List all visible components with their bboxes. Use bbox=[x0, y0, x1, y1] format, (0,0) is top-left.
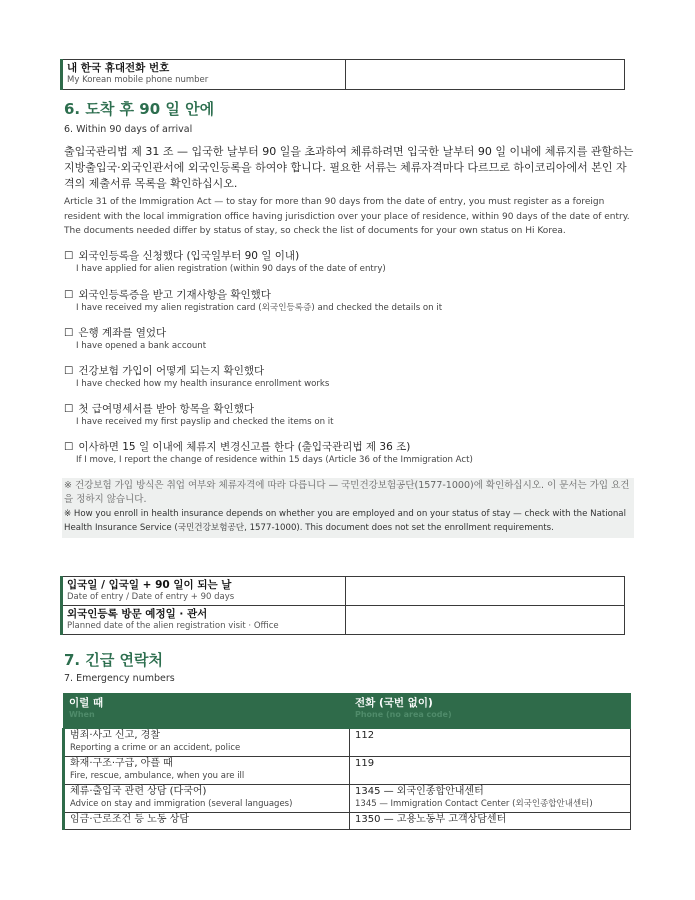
section-7-title: 7. 긴급 연락처 bbox=[64, 651, 164, 669]
entry-date-label-ko: 입국일 / 입국일 + 90 일이 되는 날 bbox=[67, 579, 232, 591]
checklist-item-label-ko: 이사하면 15 일 이내에 체류지 변경신고를 한다 (출입국관리법 제 36 조) bbox=[78, 441, 411, 453]
entry-date-label-en: Date of entry / Date of entry + 90 days bbox=[67, 592, 235, 602]
checklist-item[interactable] bbox=[64, 440, 644, 466]
checkbox-icon[interactable]: ☐ bbox=[64, 365, 74, 377]
phone-number: 1350 — 고용노동부 고객상담센터 bbox=[355, 814, 507, 825]
phone-number-table bbox=[60, 59, 625, 90]
checklist-item-label-en: I have opened a bank account bbox=[76, 341, 207, 351]
checklist-item-label-en: If I move, I report the change of residence within 15 days (Article 36 of the Immigration Act) bbox=[76, 455, 473, 465]
health-insurance-note bbox=[62, 478, 634, 538]
phone-number: 1345 — 외국인종합안내센터 bbox=[355, 786, 484, 797]
column-header-when bbox=[64, 694, 350, 729]
checklist-item-label-ko: 은행 계좌를 열었다 bbox=[78, 327, 167, 339]
checklist-item[interactable] bbox=[64, 288, 644, 314]
note-text-ko: ※ 건강보험 가입 방식은 취업 여부와 체류자격에 따라 다릅니다 — 국민건강보험공단(1577-1000)에 확인하십시오. 이 문서는 가입 요건을 정하지 않습니다. bbox=[64, 480, 630, 505]
checklist-item-label-en: I have checked how my health insurance enrollment works bbox=[76, 379, 330, 389]
section-6-intro-en: Article 31 of the Immigration Act — to stay for more than 90 days from the date of entry, you must register as a foreign resident with the local immigration office having jurisdiction over your place of residence, within 90 days of the date of entry. The documents needed differ by status of stay, so check the list of documents for your own status on Hi Korea. bbox=[64, 197, 630, 236]
checklist-item-label-en: I have received my alien registration card (외국인등록증) and checked the details on it bbox=[76, 303, 443, 313]
checkbox-icon[interactable]: ☐ bbox=[64, 250, 74, 262]
section-6-intro-ko: 출입국관리법 제 31 조 — 입국한 날부터 90 일을 초과하여 체류하려면 입국한 날부터 90 일 이내에 체류지를 관할하는 지방출입국·외국인관서에 외국인등록을 하여야 합니다. 필요한 서류는 체류자격마다 다르므로 하이코리아에서 본인 자격의 제출서류 목록을 확인하십시오. bbox=[64, 145, 634, 190]
column-header-phone bbox=[350, 694, 631, 729]
phone-number: 112 bbox=[355, 730, 375, 741]
table-row bbox=[64, 729, 631, 757]
when-en: Reporting a crime or an accident, police bbox=[70, 742, 241, 753]
registration-visit-label-ko: 외국인등록 방문 예정일 · 관서 bbox=[67, 608, 208, 620]
checklist-item[interactable] bbox=[64, 364, 644, 390]
registration-visit-label-en: Planned date of the alien registration visit · Office bbox=[67, 621, 279, 631]
checklist-item-label-en: I have received my first payslip and checked the items on it bbox=[76, 417, 334, 427]
table-row bbox=[64, 813, 631, 830]
when-ko: 체류·출입국 관련 상담 (다국어) bbox=[70, 786, 207, 797]
when-ko: 임금·근로조건 등 노동 상담 bbox=[70, 814, 189, 825]
section-7-subtitle: 7. Emergency numbers bbox=[64, 673, 175, 684]
checkbox-icon[interactable]: ☐ bbox=[64, 403, 74, 415]
emergency-numbers-table bbox=[62, 693, 631, 830]
checklist-item-label-ko: 건강보험 가입이 어떻게 되는지 확인했다 bbox=[78, 365, 265, 377]
registration-visit-label-cell bbox=[62, 606, 346, 635]
entry-date-label-cell bbox=[62, 577, 346, 606]
checklist-item-label-en: I have applied for alien registration (within 90 days of the date of entry) bbox=[76, 264, 386, 274]
phone-number: 119 bbox=[355, 758, 375, 769]
checklist-item-label-ko: 첫 급여명세서를 받아 항목을 확인했다 bbox=[78, 403, 254, 415]
checklist-item[interactable] bbox=[64, 402, 644, 428]
table-row bbox=[64, 785, 631, 813]
column-header-when-en: When bbox=[69, 710, 95, 719]
when-ko: 화재·구조·구급, 아플 때 bbox=[70, 758, 173, 769]
when-en: Advice on stay and immigration (several languages) bbox=[70, 798, 293, 809]
checklist-item[interactable] bbox=[64, 326, 644, 352]
when-en: Fire, rescue, ambulance, when you are ill bbox=[70, 770, 245, 781]
phone-number-label-cell bbox=[62, 60, 346, 90]
dates-table bbox=[60, 576, 625, 635]
when-ko: 범죄·사고 신고, 경찰 bbox=[70, 730, 160, 741]
checkbox-icon[interactable]: ☐ bbox=[64, 441, 74, 453]
checklist-item-label-ko: 외국인등록증을 받고 기재사항을 확인했다 bbox=[78, 289, 271, 301]
column-header-phone-en: Phone (no area code) bbox=[355, 710, 452, 719]
checklist-item[interactable] bbox=[64, 249, 644, 275]
section-6-subtitle: 6. Within 90 days of arrival bbox=[64, 124, 193, 135]
phone-number-label-ko: 내 한국 휴대전화 번호 bbox=[67, 62, 170, 74]
note-text-en: ※ How you enroll in health insurance depends on whether you are employed and on your status of stay — check with the National Health Insurance Service (국민건강보험공단, 1577-1000). This document does not set the enrollment requirements. bbox=[64, 509, 626, 533]
registration-visit-input[interactable] bbox=[346, 606, 625, 635]
phone-number-input[interactable] bbox=[346, 60, 625, 90]
entry-date-input[interactable] bbox=[346, 577, 625, 606]
column-header-when-ko: 이럴 때 bbox=[69, 697, 104, 709]
checkbox-icon[interactable]: ☐ bbox=[64, 289, 74, 301]
column-header-phone-ko: 전화 (국번 없이) bbox=[355, 697, 433, 709]
phone-number-label-en: My Korean mobile phone number bbox=[67, 75, 209, 85]
table-row bbox=[64, 757, 631, 785]
checkbox-icon[interactable]: ☐ bbox=[64, 327, 74, 339]
checklist-item-label-ko: 외국인등록을 신청했다 (입국일부터 90 일 이내) bbox=[78, 250, 300, 262]
phone-note-en: 1345 — Immigration Contact Center (외국인종합안내센터) bbox=[355, 798, 593, 809]
section-6-title: 6. 도착 후 90 일 안에 bbox=[64, 100, 215, 118]
